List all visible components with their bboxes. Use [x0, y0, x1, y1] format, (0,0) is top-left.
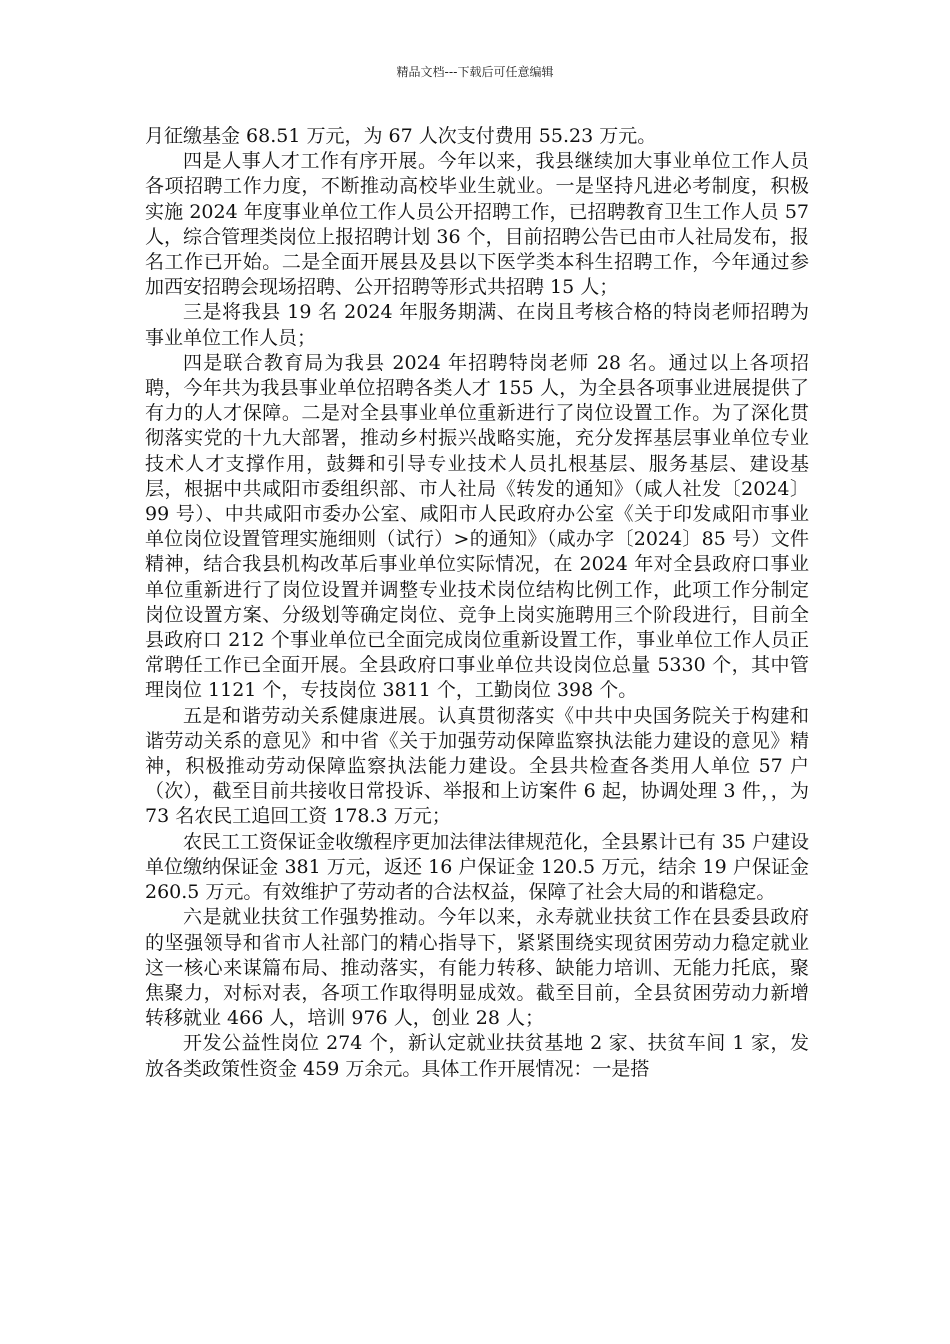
paragraph-public-welfare-posts: 开发公益性岗位 274 个，新认定就业扶贫基地 2 家、扶贫车间 1 家，发放各类政策性资金 459 万余元。具体工作开展情况：一是搭 [145, 1032, 809, 1080]
paragraph-poverty-employment: 六是就业扶贫工作强势推动。今年以来，永寿就业扶贫工作在县委县政府的坚强领导和省市人社部门的精心指导下，紧紧围绕实现贫困劳动力稳定就业这一核心来谋篇布局、推动落实，有能力转移、缺能力培训、无能力托底，聚焦聚力，对标对表，各项工作取得明显成效。截至目前，全县贫困劳动力新增转移就业 466 人，培训 976 人，创业 28 人； [145, 906, 809, 1030]
paragraph-post-setting: 四是联合教育局为我县 2024 年招聘特岗老师 28 名。通过以上各项招聘，今年共为我县事业单位招聘各类人才 155 人，为全县各项事业进展提供了有力的人才保障。二是对全县事业单位重新进行了岗位设置工作。为了深化贯彻落实党的十九大部署，推动乡村振兴战略实施，充分发挥基层事业单位专业技术人才支撑作用，鼓舞和引导专业技术人员扎根基层、服务基层、建设基层，根据中共咸阳市委组织部、市人社局《转发的通知》（咸人社发〔2024〕99 号）、中共咸阳市委办公室、咸阳市人民政府办公室《关于印发咸阳市事业单位岗位设置管理实施细则（试行）>的通知》（咸办字〔2024〕85 号）文件精神，结合我县机构改革后事业单位实际情况，在 2024 年对全县政府口事业单位重新进行了岗位设置并调整专业技术岗位结构比例工作，此项工作分制定岗位设置方案、分级划等确定岗位、竞争上岗实施聘用三个阶段进行，目前全县政府口 212 个事业单位已全面完成岗位重新设置工作，事业单位工作人员正常聘任工作已全面开展。全县政府口事业单位共设岗位总量 5330 个，其中管理岗位 1121 个，专技岗位 3811 个，工勤岗位 398 个。 [145, 351, 809, 702]
paragraph-wage-deposit: 农民工工资保证金收缴程序更加法律法律规范化，全县累计已有 35 户建设单位缴纳保证金 381 万元，返还 16 户保证金 120.5 万元，结余 19 户保证金 260.5 万元。有效维护了劳动者的合法权益，保障了社会大局的和谐稳定。 [145, 830, 809, 904]
paragraph-personnel-recruitment: 四是人事人才工作有序开展。今年以来，我县继续加大事业单位工作人员各项招聘工作力度，不断推动高校毕业生就业。一是坚持凡进必考制度，积极实施 2024 年度事业单位工作人员公开招聘工作，已招聘教育卫生工作人员 57 人，综合管理类岗位上报招聘计划 36 个，目前招聘公告已由市人社局发布，报名工作已开始。二是全面开展县及县以下医学类本科生招聘工作，今年通过参加西安招聘会现场招聘、公开招聘等形式共招聘 15 人； [145, 150, 809, 299]
paragraph-continuation: 月征缴基金 68.51 万元，为 67 人次支付费用 55.23 万元。 [145, 125, 657, 147]
page-header: 精品文档---下载后可任意编辑 [396, 65, 554, 79]
document-body [145, 124, 809, 1082]
paragraph-labor-relations: 五是和谐劳动关系健康进展。认真贯彻落实《中共中央国务院关于构建和谐劳动关系的意见》和中省《关于加强劳动保障监察执法能力建设的意见》精神，积极推动劳动保障监察执法能力建设。全县共检查各类用人单位 57 户（次），截至目前共接收日常投诉、举报和上访案件 6 起，协调处理 3 件，，为 73 名农民工追回工资 178.3 万元； [145, 704, 809, 828]
paragraph-special-teachers: 三是将我县 19 名 2024 年服务期满、在岗且考核合格的特岗老师招聘为事业单位工作人员； [145, 301, 809, 349]
